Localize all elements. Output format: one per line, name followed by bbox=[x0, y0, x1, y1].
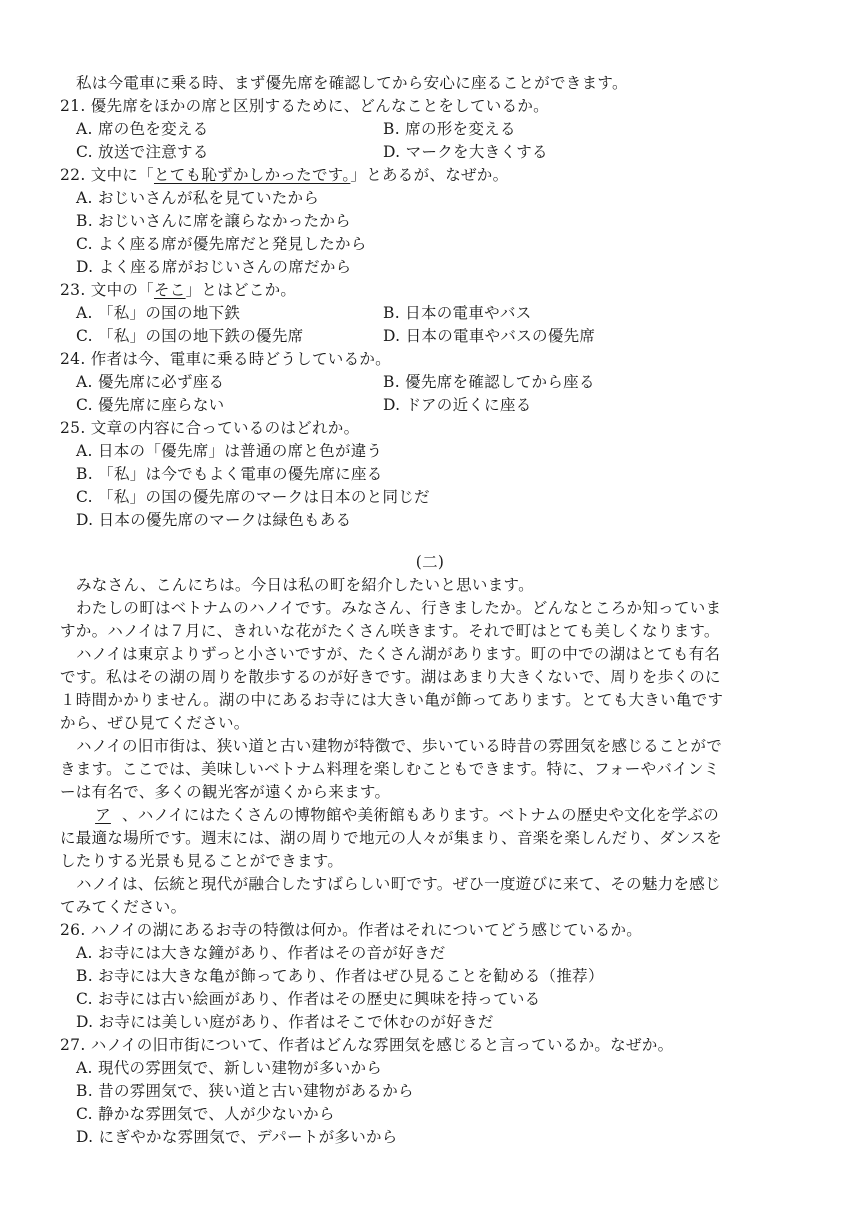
q23-prefix: 23. 文中の「 bbox=[60, 281, 154, 299]
passage-p5-line2: に最適な場所です。週末には、湖の周りで地元の人々が集まり、音楽を楽しんだり、ダンスを bbox=[60, 829, 723, 847]
passage-p5-line3: したりする光景も見ることができます。 bbox=[60, 852, 344, 870]
q27-option-a: A. 現代の雰囲気で、新しい建物が多いから bbox=[76, 1059, 383, 1077]
q25-option-c: C. 「私」の国の優先席のマークは日本のと同じだ bbox=[76, 488, 430, 506]
passage-p6-line1: ハノイは、伝統と現代が融合したすばらしい町です。ぜひ一度遊びに来て、その魅力を感じ bbox=[76, 875, 721, 893]
passage-p3-line2: です。私はその湖の周りを散歩するのが好きです。湖はあまり大きくないで、周りを歩くのに bbox=[60, 668, 721, 686]
q26-option-c: C. お寺には古い絵画があり、作者はその歴史に興味を持っている bbox=[76, 990, 541, 1008]
q21-option-a: A. 席の色を変える bbox=[76, 120, 209, 138]
intro-line: 私は今電車に乗る時、まず優先席を確認してから安心に座ることができます。 bbox=[76, 74, 628, 92]
q22-option-c: C. よく座る席が優先席だと発見したから bbox=[76, 235, 367, 253]
passage-p5-line1 bbox=[84, 804, 719, 826]
q21-option-c: C. 放送で注意する bbox=[76, 143, 209, 161]
passage-p4-line2: きます。ここでは、美味しいベトナム料理を楽しむこともできます。特に、フォーやバインミ bbox=[60, 760, 720, 778]
question-26: 26. ハノイの湖にあるお寺の特徴は何か。作者はそれについてどう感じているか。 bbox=[60, 921, 643, 939]
q21-option-d: D. マークを大きくする bbox=[383, 143, 548, 161]
q22-prefix: 22. 文中に「 bbox=[60, 166, 154, 184]
question-27: 27. ハノイの旧市街について、作者はどんな雰囲気を感じると言っているか。なぜか。 bbox=[60, 1036, 674, 1054]
passage-p6-line2: てみてください。 bbox=[60, 898, 187, 916]
passage-p5-line1-text: 、ハノイにはたくさんの博物館や美術館もあります。ベトナムの歴史や文化を学ぶの bbox=[122, 806, 719, 824]
q21-option-b: B. 席の形を変える bbox=[383, 120, 516, 138]
q27-option-d: D. にぎやかな雰囲気で、デパートが多いから bbox=[76, 1128, 398, 1146]
passage-p3-line1: ハノイは東京よりずっと小さいですが、たくさん湖があります。町の中での湖はとても有名 bbox=[76, 645, 721, 663]
q23-option-b: B. 日本の電車やバス bbox=[383, 304, 532, 322]
question-24: 24. 作者は今、電車に乗る時どうしているか。 bbox=[60, 350, 391, 368]
q25-option-b: B. 「私」は今でもよく電車の優先席に座る bbox=[76, 465, 383, 483]
passage-p4-line3: ーは有名で、多くの観光客が遠くから来ます。 bbox=[60, 783, 391, 801]
q26-option-a: A. お寺には大きな鐘があり、作者はその音が好きだ bbox=[76, 944, 446, 962]
q22-option-b: B. おじいさんに席を譲らなかったから bbox=[76, 212, 351, 230]
passage-p2-line1: わたしの町はベトナムのハノイです。みなさん、行きましたか。どんなところか知っていま bbox=[76, 599, 722, 617]
q24-option-c: C. 優先席に座らない bbox=[76, 396, 225, 414]
q24-option-b: B. 優先席を確認してから座る bbox=[383, 373, 595, 391]
blank-a: ア bbox=[95, 806, 111, 824]
passage-p1: みなさん、こんにちは。今日は私の町を紹介したいと思います。 bbox=[76, 576, 534, 594]
passage-p3-line4: から、ぜひ見てください。 bbox=[60, 714, 250, 732]
q24-option-a: A. 優先席に必ず座る bbox=[76, 373, 225, 391]
question-25: 25. 文章の内容に合っているのはどれか。 bbox=[60, 419, 360, 437]
q26-option-b: B. お寺には大きな亀が飾ってあり、作者はぜひ見ることを勧める（推荐） bbox=[76, 967, 604, 985]
q27-option-b: B. 昔の雰囲気で、狭い道と古い建物があるから bbox=[76, 1082, 414, 1100]
question-22 bbox=[60, 164, 508, 186]
q22-suffix: 」とあるが、なぜか。 bbox=[350, 166, 509, 184]
q22-underlined: とても恥ずかしかったです。 bbox=[153, 166, 351, 184]
q22-option-d: D. よく座る席がおじいさんの席だから bbox=[76, 258, 352, 276]
q27-option-c: C. 静かな雰囲気で、人が少ないから bbox=[76, 1105, 335, 1123]
question-21: 21. 優先席をほかの席と区別するために、どんなことをしているか。 bbox=[60, 97, 549, 115]
q24-option-d: D. ドアの近くに座る bbox=[383, 396, 532, 414]
q25-option-a: A. 日本の「優先席」は普通の席と色が違う bbox=[76, 442, 383, 460]
q22-option-a: A. おじいさんが私を見ていたから bbox=[76, 189, 320, 207]
passage-p4-line1: ハノイの旧市街は、狭い道と古い建物が特徴で、歩いている時昔の雰囲気を感じることがで bbox=[76, 737, 723, 755]
section-heading: (二) bbox=[415, 553, 445, 571]
q26-option-d: D. お寺には美しい庭があり、作者はそこで休むのが好きだ bbox=[76, 1013, 494, 1031]
passage-p3-line3: １時間かかりません。湖の中にあるお寺には大きい亀が飾ってあります。とても大きい亀です bbox=[60, 691, 724, 709]
q23-option-a: A. 「私」の国の地下鉄 bbox=[76, 304, 241, 322]
question-23 bbox=[60, 279, 296, 301]
q25-option-d: D. 日本の優先席のマークは緑色もある bbox=[76, 511, 352, 529]
q23-underlined: そこ bbox=[153, 281, 186, 299]
q23-option-d: D. 日本の電車やバスの優先席 bbox=[383, 327, 596, 345]
q23-option-c: C. 「私」の国の地下鉄の優先席 bbox=[76, 327, 304, 345]
q23-suffix: 」とはどこか。 bbox=[185, 281, 297, 299]
passage-p2-line2: すか。ハノイは７月に、きれいな花がたくさん咲きます。それで町はとても美しくなります。 bbox=[60, 622, 720, 640]
